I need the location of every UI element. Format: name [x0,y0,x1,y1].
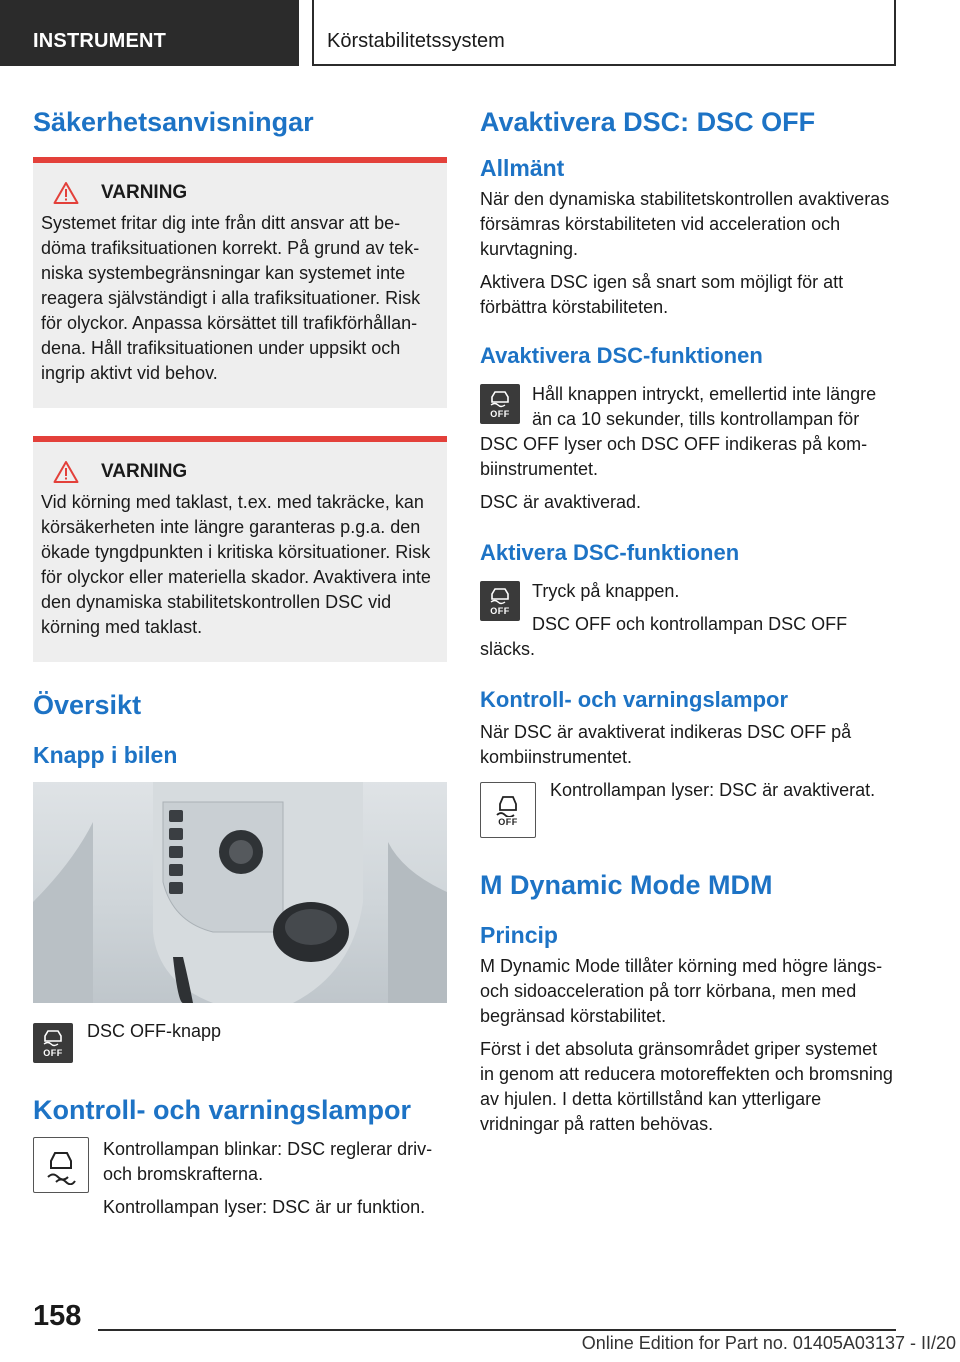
center-console-image [33,782,447,1003]
dsc-off-button-icon [480,384,520,424]
deactivate-result: DSC är avaktiverad. [480,492,642,512]
warning-triangle-icon [53,181,79,205]
mdm-heading: M Dynamic Mode MDM [480,870,773,900]
button-heading: Knapp i bilen [33,742,178,768]
car-skid-icon [487,389,513,409]
car-skid-icon [40,1028,66,1048]
warning-box-1 [33,157,447,408]
lamps-icon-text: Kontrollampan lyser: DSC är avaktiverat. [550,780,876,800]
deactivate-function-text: Håll knappen intryckt, emellertid inte längre än ca 10 sekunder, tills kontrollampan för DSC OFF lyser och DSC OFF indikeras på kombiinstrumentet. [480,384,877,479]
dsc-off-button-icon [480,581,520,621]
activate-function-heading: Aktivera DSC-funktionen [480,540,740,565]
dsc-off-lamp-icon [480,782,536,838]
lamp-legend [33,1137,447,1220]
general-text-1: När den dynamiska stabilitetskontrollen avaktiveras försämras körstabiliteten vid acceleration och kurvtagning. [480,189,890,259]
warning-title-text: VARNING [101,182,188,203]
warning-box-2 [33,436,447,662]
activate-function-text-2: DSC OFF och kontrollampan DSC OFF släcks. [480,614,848,659]
dsc-off-button-legend [33,1023,447,1063]
car-skid-icon [487,586,513,606]
warning-title [41,460,439,484]
warning-triangle-icon [53,460,79,484]
deactivate-function-block [480,382,896,482]
footer-edition: Online Edition for Part no. 01405A03137 - II/20 [581,1333,956,1353]
deactivate-function-heading: Avaktivera DSC-funktionen [480,343,763,368]
car-console-photo [33,782,447,1003]
off-label: OFF [490,409,510,419]
footer-divider [98,1329,896,1331]
chapter-title: Körstabilitetssystem [312,0,896,66]
general-heading: Allmänt [480,155,565,181]
lamps-heading-right: Kontroll- och varningslampor [480,687,789,712]
dsc-off-button-icon [33,1023,73,1063]
dsc-off-lamp-legend [480,782,896,838]
warning-title-text: VARNING [101,461,188,482]
section-label: INSTRUMENT [0,0,299,66]
off-label: OFF [43,1048,63,1058]
principle-heading: Princip [480,922,558,948]
off-label: OFF [490,606,510,616]
page-header [0,0,960,66]
warning-text: Systemet fritar dig inte från ditt ansvar att bedöma trafiksituationen korrekt. På grund av tekniska systembegränsningar kan systemet inte reagera självständigt i alla trafiksituationer. Risk för olyckor. Anpassa körsättet till trafikförhållandena. Håll trafiksituationen under uppsikt och ingrip aktivt vid behov. [41,213,421,383]
principle-text-1: M Dynamic Mode tillåter körning med högre längs- och sidoacceleration på torr körbana, men med begränsad körstabilitet. [480,956,883,1026]
lamps-heading-left: Kontroll- och varningslampor [33,1095,412,1125]
general-text-2: Aktivera DSC igen så snart som möjligt för att förbättra körstabiliteten. [480,272,844,317]
lamp-text-2: Kontrollampan lyser: DSC är ur funktion. [103,1197,426,1217]
lamp-text-1: Kontrollampan blinkar: DSC reglerar driv- och bromskrafterna. [103,1139,433,1184]
right-column [480,100,896,1137]
lamps-text: När DSC är avaktiverat indikeras DSC OFF på kombiinstrumentet. [480,722,852,767]
activate-function-block [480,579,896,662]
button-caption: DSC OFF-knapp [87,1021,222,1041]
off-label: OFF [498,817,518,827]
deactivate-heading: Avaktivera DSC: DSC OFF [480,107,816,137]
overview-heading: Översikt [33,690,142,720]
safety-heading: Säkerhetsanvisningar [33,107,314,137]
warning-title [41,181,439,205]
page-number: 158 [33,1300,82,1332]
principle-text-2: Först i det absoluta gränsområdet griper systemet in genom att reducera motoreffekten och bromsning av hjulen. I detta körtillstånd kan ytterligare vridningar på ratten behövas. [480,1039,893,1134]
left-column [33,100,447,1220]
dsc-lamp-icon [33,1137,89,1193]
car-skid-icon [491,793,525,817]
car-skid-icon [41,1145,81,1185]
warning-text: Vid körning med taklast, t.ex. med takräcke, kan körsäkerheten inte längre garanteras p.g.a. den ökade tyngdpunkten i kritiska körsituationer. Risk för olyckor eller materiella skador. Avaktivera inte den dynamiska stabilitetskontrollen DSC vid körning med taklast. [41,492,431,637]
activate-function-text-1: Tryck på knappen. [532,581,680,601]
